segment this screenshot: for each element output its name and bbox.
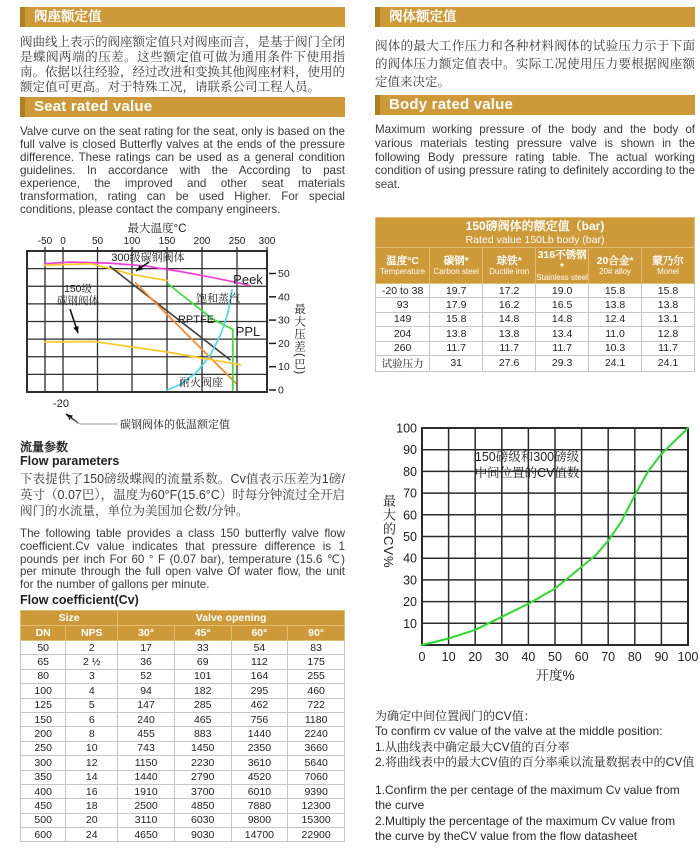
table-cell: 14	[66, 770, 118, 784]
svg-text:碳钢阀体的低温额定值: 碳钢阀体的低温额定值	[120, 419, 230, 431]
table-row	[376, 355, 695, 371]
section-header-body-rated-zh: 阀体额定值	[375, 7, 695, 27]
table-cell: 465	[174, 712, 231, 726]
table-cell: 9800	[231, 813, 288, 827]
table-cell: 17	[118, 640, 175, 654]
svg-text:0: 0	[278, 384, 284, 397]
table-cell: 4520	[231, 770, 288, 784]
column-header-30deg: 30°	[118, 625, 175, 640]
svg-text:50: 50	[403, 529, 417, 544]
flow-coefficient-table-title: Flow coefficient(Cv)	[20, 592, 139, 607]
table-cell: 12300	[288, 799, 345, 813]
svg-text:-50: -50	[37, 236, 53, 247]
table-row	[21, 756, 345, 770]
table-cell: 2 ½	[66, 655, 118, 669]
table-cell: 450	[21, 799, 66, 813]
seat-intro-paragraph-en: Valve curve on the seat rating for the seat, only is based on the full valve is closed Butterfly valves at the ends of the pressure difference. These ratings can be used as a general condition guidelines. In accordance with the According to past experience, the improved and other seat materials transformation, rating can be used Higher. For special conditions, please contact the company engineers.	[20, 125, 345, 216]
table-cell: 756	[231, 712, 288, 726]
svg-text:150磅级和300磅级: 150磅级和300磅级	[474, 449, 580, 464]
table-cell: 500	[21, 813, 66, 827]
column-header-20-alloy: 20合金* 20# alloy	[589, 247, 642, 283]
column-header-temperature: 温度°C Temperature	[376, 247, 430, 283]
table-cell: 2790	[174, 770, 231, 784]
table-cell: 3660	[288, 741, 345, 755]
table-row	[376, 327, 695, 341]
svg-text:300: 300	[258, 236, 276, 247]
table-cell: 2240	[288, 727, 345, 741]
svg-text:50: 50	[548, 649, 562, 664]
table-cell: 14.8	[536, 312, 589, 326]
cv-note-en-title: To confirm cv value of the valve at the middle position:	[375, 724, 663, 739]
table-cell: 204	[376, 327, 430, 341]
table-cell: 7060	[288, 770, 345, 784]
table-cell: 164	[231, 669, 288, 683]
table-cell: 6	[66, 712, 118, 726]
table-cell: 22900	[288, 828, 345, 842]
table-row	[21, 813, 345, 827]
table-cell: 100	[21, 684, 66, 698]
table-row	[21, 741, 345, 755]
table-cell: 13.8	[430, 327, 483, 341]
body-intro-paragraph-zh: 阀体的最大工作压力和各种材料阀体的试验压力示于下面的阀体压力额定值表中。实际工况使用压力要根据阀座额定值来决定。	[375, 39, 695, 89]
table-cell: 24.1	[642, 355, 695, 371]
svg-text:中间位置的CV值数: 中间位置的CV值数	[474, 465, 580, 480]
table-cell: 12.4	[589, 312, 642, 326]
table-cell: 125	[21, 698, 66, 712]
table-cell: 3610	[231, 756, 288, 770]
table-cell: 2	[66, 640, 118, 654]
table-cell: 112	[231, 655, 288, 669]
table-title-row	[376, 217, 695, 247]
svg-text:90: 90	[403, 443, 417, 458]
flow-coefficient-table-body	[21, 640, 345, 841]
table-cell: 5	[66, 698, 118, 712]
table-cell: 65	[21, 655, 66, 669]
table-cell: 2350	[231, 741, 288, 755]
table-row	[376, 283, 695, 297]
body-rating-table-title	[376, 217, 695, 247]
table-cell: 50	[21, 640, 66, 654]
table-cell: 101	[174, 669, 231, 683]
table-cell: 18	[66, 799, 118, 813]
table-cell: 1450	[174, 741, 231, 755]
flow-parameters-paragraph-en: The following table provides a class 150 butterfly valve flow coefficient.Cv value indicates that pressure difference is 1 pounds per inch For 60 ° F (0.07 bar), temperature (15.6 ℃) per minute through the full open valve Of water flow, the unit for the number of gallons per minute.	[20, 527, 345, 592]
table-cell: 69	[174, 655, 231, 669]
table-cell: 80	[21, 669, 66, 683]
cv-note-en-2: 2.Multiply the percentage of the maximum Cv value from the curve by theCV value from the flow datasheet	[375, 813, 676, 844]
table-header-row	[21, 625, 345, 640]
table-cell: 460	[288, 684, 345, 698]
column-header-45deg: 45°	[174, 625, 231, 640]
cv-note-zh-title: 为确定中间位置阀门的CV值：	[375, 708, 536, 723]
table-row	[21, 655, 345, 669]
svg-text:150: 150	[158, 236, 176, 247]
section-header-seat-rated-en: Seat rated value	[20, 97, 345, 117]
cv-note-zh-2: 2.将曲线表中的最大CV值的百分率乘以流量数据表中的CV值	[375, 755, 695, 770]
cv-chart-y-axis-label: 最大的CV%	[381, 493, 396, 569]
table-cell: 260	[376, 341, 430, 355]
table-cell: 19.7	[430, 283, 483, 297]
cv-notes	[375, 709, 695, 845]
table-cell: 285	[174, 698, 231, 712]
table-cell: 24	[66, 828, 118, 842]
svg-text:开度%: 开度%	[535, 667, 575, 682]
table-cell: 10.3	[589, 341, 642, 355]
left-column	[20, 0, 345, 842]
column-header-nps: NPS	[66, 625, 118, 640]
table-cell: 883	[174, 727, 231, 741]
column-header-stainless-steel: 316不锈钢* Stainless steel	[536, 248, 588, 282]
table-cell: 255	[288, 669, 345, 683]
table-row	[21, 727, 345, 741]
svg-text:40: 40	[278, 291, 290, 304]
svg-text:70: 70	[601, 649, 616, 664]
table-cell: 2500	[118, 799, 175, 813]
table-row	[376, 298, 695, 312]
svg-text:30: 30	[403, 573, 417, 588]
svg-text:最大温度°C: 最大温度°C	[127, 223, 187, 235]
svg-text:80: 80	[403, 464, 417, 479]
table-cell: 27.6	[483, 355, 536, 371]
table-cell: 7880	[231, 799, 288, 813]
table-cell: 19.0	[536, 283, 589, 297]
table-cell: 13.8	[589, 298, 642, 312]
table-cell: 93	[376, 298, 430, 312]
table-cell: 83	[288, 640, 345, 654]
table-cell: 3700	[174, 784, 231, 798]
table-row	[21, 770, 345, 784]
seat-chart-right-axis-label: 最大压差(巴)	[293, 303, 305, 376]
table-cell: 4850	[174, 799, 231, 813]
column-header-ductile-iron: 球铁* Ductile iron	[483, 247, 536, 283]
column-header-60deg: 60°	[231, 625, 288, 640]
table-row	[21, 712, 345, 726]
section-header-body-rated-en: Body rated value	[375, 95, 695, 115]
table-cell: 1440	[118, 770, 175, 784]
svg-text:碳钢阀体: 碳钢阀体	[57, 295, 99, 307]
table-cell: 200	[21, 727, 66, 741]
table-cell: 11.7	[430, 341, 483, 355]
table-cell: 11.0	[589, 327, 642, 341]
cv-chart-svg	[375, 420, 700, 682]
table-row	[21, 799, 345, 813]
table-cell: 15.8	[642, 283, 695, 297]
table-cell: 1180	[288, 712, 345, 726]
table-cell: 11.7	[483, 341, 536, 355]
svg-text:10: 10	[278, 361, 290, 374]
svg-text:40: 40	[403, 551, 417, 566]
table-cell: 3	[66, 669, 118, 683]
svg-text:0: 0	[418, 649, 426, 664]
table-cell: 9390	[288, 784, 345, 798]
table-cell: 13.4	[536, 327, 589, 341]
table-cell: 17.2	[483, 283, 536, 297]
table-cell: 12.8	[642, 327, 695, 341]
table-title-en: Rated value 150Lb body (bar)	[465, 233, 605, 246]
table-cell: 10	[66, 741, 118, 755]
table-cell: 16	[66, 784, 118, 798]
seat-intro-paragraph-zh: 阀曲线上表示的阀座额定值只对阀座而言，是基于阀门全闭是蝶阀两端的压差。这些额定值可做为通用条件下使用指南。依据以往经验，经过改进和变换其他阀座材料，使用的额定值可更高。对于特殊工况，请联系公司工程人员。	[20, 35, 346, 94]
table-row	[21, 640, 345, 654]
table-cell: 52	[118, 669, 175, 683]
table-cell: 3110	[118, 813, 175, 827]
svg-text:80: 80	[627, 649, 642, 664]
cv-chart	[375, 420, 700, 682]
table-cell: 743	[118, 741, 175, 755]
table-cell: 5640	[288, 756, 345, 770]
flow-coefficient-table	[20, 610, 345, 842]
table-row	[21, 784, 345, 798]
column-header-90deg: 90°	[288, 625, 345, 640]
table-cell: 94	[118, 684, 175, 698]
table-cell: 14.8	[483, 312, 536, 326]
table-cell: 16.2	[483, 298, 536, 312]
group-header-size: Size	[21, 610, 118, 625]
table-header-row	[376, 247, 695, 283]
table-cell: 15300	[288, 813, 345, 827]
body-rating-table-body	[376, 283, 695, 371]
table-cell: 11.7	[642, 341, 695, 355]
svg-text:50: 50	[278, 268, 290, 280]
svg-text:250: 250	[228, 236, 246, 247]
table-cell: 722	[288, 698, 345, 712]
svg-text:10: 10	[441, 649, 456, 664]
svg-text:100: 100	[677, 649, 699, 664]
table-cell: 455	[118, 727, 175, 741]
table-row	[376, 312, 695, 326]
table-title-zh: 150磅阀体的额定值（bar)	[465, 218, 605, 233]
table-cell: 13.8	[483, 327, 536, 341]
table-cell: 1440	[231, 727, 288, 741]
table-cell: 24.1	[589, 355, 642, 371]
svg-text:50: 50	[91, 236, 104, 247]
svg-text:60: 60	[574, 649, 589, 664]
svg-text:Peek: Peek	[233, 272, 263, 287]
table-cell: 182	[174, 684, 231, 698]
svg-text:饱和蒸汽: 饱和蒸汽	[196, 293, 240, 305]
svg-text:RPTFE: RPTFE	[177, 314, 215, 326]
table-cell: 240	[118, 712, 175, 726]
table-cell: 17.9	[430, 298, 483, 312]
table-cell: 29.3	[536, 355, 589, 371]
column-header-monel: 蒙乃尔 Monel	[642, 247, 695, 283]
svg-text:30: 30	[278, 314, 290, 327]
table-cell: 150	[21, 712, 66, 726]
table-cell: 400	[21, 784, 66, 798]
svg-text:30: 30	[494, 649, 509, 664]
table-cell: 2230	[174, 756, 231, 770]
svg-text:90: 90	[654, 649, 669, 664]
table-cell: 12	[66, 756, 118, 770]
table-cell: 54	[231, 640, 288, 654]
table-cell: 15.8	[589, 283, 642, 297]
table-cell: 13.8	[642, 298, 695, 312]
table-cell: 14700	[231, 828, 288, 842]
svg-text:60: 60	[403, 508, 417, 523]
table-cell: 350	[21, 770, 66, 784]
svg-text:10: 10	[403, 616, 417, 631]
svg-text:40: 40	[521, 649, 536, 664]
table-cell: 11.7	[536, 341, 589, 355]
table-cell: 300	[21, 756, 66, 770]
svg-text:PPL: PPL	[235, 324, 261, 339]
table-cell: 31	[430, 355, 483, 371]
table-cell: 4650	[118, 828, 175, 842]
svg-text:300级碳钢阀体: 300级碳钢阀体	[111, 252, 185, 264]
flow-parameters-paragraph-zh: 下表提供了150磅级蝶阀的流量系数。Cv值表示压差为1磅/英寸（0.07巴），温度为60°F(15.6°C）时每分钟流过全开启阀门的水流量，单位为美国加仑数/分钟。	[20, 472, 345, 518]
svg-text:20: 20	[468, 649, 483, 664]
table-cell: 13.1	[642, 312, 695, 326]
table-cell: -20 to 38	[376, 283, 430, 297]
body-intro-paragraph-en: Maximum working pressure of the body and the body of various materials testing pressure valve is shown in the following Body pressure rating table. The actual working condition of using pressure rating to definitely according to the seat.	[375, 123, 695, 192]
svg-text:0: 0	[60, 236, 66, 247]
svg-text:耐火阀座: 耐火阀座	[179, 377, 223, 389]
table-cell: 6010	[231, 784, 288, 798]
cv-note-zh-1: 1.从曲线表中确定最大CV值的百分率	[375, 739, 570, 754]
table-cell: 9030	[174, 828, 231, 842]
svg-text:100: 100	[123, 236, 141, 247]
svg-text:70: 70	[403, 486, 417, 501]
table-row	[21, 698, 345, 712]
cv-note-en-1: 1.Confirm the per centage of the maximum Cv value from the curve	[375, 782, 680, 813]
flow-parameters-title-en: Flow parameters	[20, 454, 120, 468]
table-row	[21, 684, 345, 698]
table-cell: 1150	[118, 756, 175, 770]
table-cell: 8	[66, 727, 118, 741]
table-cell: 33	[174, 640, 231, 654]
svg-text:20: 20	[403, 595, 417, 610]
table-row	[376, 341, 695, 355]
svg-text:150级: 150级	[63, 283, 93, 295]
seat-rating-chart	[20, 221, 345, 435]
svg-text:20: 20	[278, 337, 290, 350]
table-cell: 试验压力	[376, 355, 430, 371]
table-cell: 15.8	[430, 312, 483, 326]
table-cell: 149	[376, 312, 430, 326]
table-cell: 6030	[174, 813, 231, 827]
column-header-dn: DN	[21, 625, 66, 640]
table-cell: 600	[21, 828, 66, 842]
svg-text:-20: -20	[53, 398, 69, 410]
table-cell: 1910	[118, 784, 175, 798]
flow-parameters-title-zh: 流量参数	[20, 440, 69, 454]
table-cell: 20	[66, 813, 118, 827]
table-group-header-row	[21, 610, 345, 625]
table-cell: 36	[118, 655, 175, 669]
table-cell: 462	[231, 698, 288, 712]
table-row	[21, 669, 345, 683]
table-cell: 147	[118, 698, 175, 712]
table-cell: 295	[231, 684, 288, 698]
right-column	[375, 0, 699, 845]
table-cell: 16.5	[536, 298, 589, 312]
svg-text:200: 200	[193, 236, 211, 247]
table-cell: 4	[66, 684, 118, 698]
section-header-seat-rated-zh: 阀座额定值	[20, 7, 345, 27]
table-row	[21, 828, 345, 842]
body-rating-table	[375, 217, 695, 372]
svg-text:100: 100	[396, 421, 417, 436]
group-header-valve-opening: Valve opening	[118, 610, 345, 625]
column-header-carbon-steel: 碳钢* Carbon steel	[430, 247, 483, 283]
table-cell: 250	[21, 741, 66, 755]
table-cell: 175	[288, 655, 345, 669]
